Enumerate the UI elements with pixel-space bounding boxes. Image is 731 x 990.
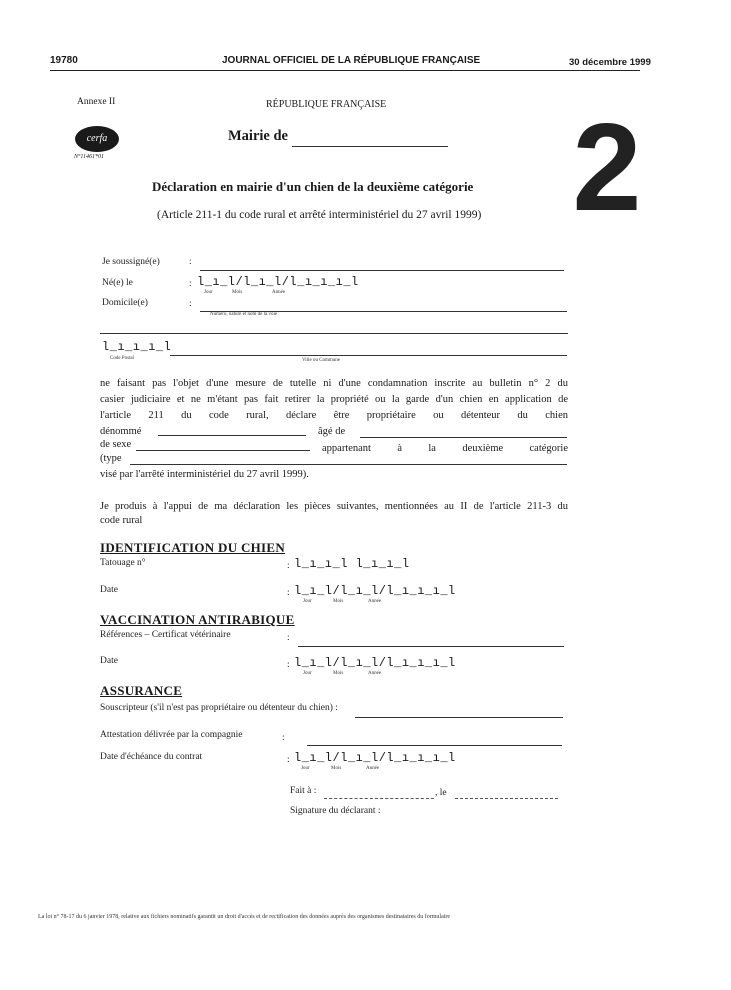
colon: : — [189, 279, 192, 289]
annee-hint: Année — [368, 599, 382, 604]
footer-note: La loi n° 78-17 du 6 janvier 1978, relative aux fichiers nominatifs garantit un droit d'accès et de rectification des données auprès des organismes destinataires du formulaire — [38, 914, 451, 920]
colon: : — [287, 561, 290, 571]
vise-text: visé par l'arrêté interministériel du 27 avril 1999). — [100, 469, 309, 480]
denomme-field[interactable] — [158, 435, 306, 436]
colon: : — [282, 733, 285, 743]
souscripteur-label: Souscripteur (s'il n'est pas propriétaire ou détenteur du chien) : — [100, 703, 338, 713]
tatouage-label: Tatouage n° — [100, 558, 146, 568]
postal-hint: Code Postal — [110, 356, 135, 361]
adresse-hint: Numéro, nature et nom de la voie — [210, 312, 278, 317]
vacc-date-label: Date — [100, 656, 118, 666]
category-number: 2 — [572, 99, 642, 237]
colon: : — [189, 299, 192, 309]
journal-title: JOURNAL OFFICIEL DE LA RÉPUBLIQUE FRANÇAISE — [222, 55, 481, 66]
fait-a-field[interactable] — [324, 798, 434, 799]
fait-a-label: Fait à : — [290, 786, 317, 796]
le-field[interactable] — [455, 798, 558, 799]
jour-hint: Jour — [204, 290, 213, 295]
references-field[interactable] — [298, 646, 564, 647]
cerfa-logo-text: cerfa — [86, 133, 108, 144]
id-date-field[interactable]: l_ı_l/l_ı_l/l_ı_ı_ı_l — [294, 584, 456, 598]
appartenant-text: appartenant à la deuxième catégorie — [322, 443, 568, 454]
colon: : — [287, 633, 290, 643]
type-field[interactable] — [130, 464, 567, 465]
echeance-label: Date d'échéance du contrat — [100, 752, 203, 762]
domicile-field-2[interactable] — [100, 333, 568, 334]
jour-hint: Jour — [303, 599, 312, 604]
sexe-field[interactable] — [136, 450, 310, 451]
domicile-label: Domicile(e) — [102, 298, 148, 308]
colon: : — [287, 755, 290, 765]
form-subtitle: (Article 211-1 du code rural et arrêté interministériel du 27 avril 1999) — [157, 209, 482, 221]
soussigne-label: Je soussigné(e) — [102, 257, 160, 267]
annex-label: Annexe II — [77, 97, 116, 107]
echeance-date-field[interactable]: l_ı_l/l_ı_l/l_ı_ı_ı_l — [294, 751, 456, 765]
city-field[interactable] — [170, 355, 567, 356]
jour-hint: Jour — [303, 671, 312, 676]
statement-line-2: casier judiciaire et ne m'étant pas fait retirer la propriété ou la garde d'un chien en application de — [100, 394, 568, 405]
identification-heading: IDENTIFICATION DU CHIEN — [100, 540, 286, 555]
annee-hint: Année — [366, 766, 380, 771]
mois-hint: Mois — [232, 290, 243, 295]
annee-hint: Année — [272, 290, 286, 295]
references-label: Références – Certificat vétérinaire — [100, 630, 231, 640]
jour-hint: Jour — [301, 766, 310, 771]
annee-hint: Année — [368, 671, 382, 676]
produis-line-1: Je produis à l'appui de ma déclaration les pièces suivantes, mentionnées au II de l'article 211-3 du — [100, 501, 568, 512]
vacc-date-field[interactable]: l_ı_l/l_ı_l/l_ı_ı_ı_l — [294, 656, 456, 670]
colon: : — [189, 257, 192, 267]
birth-date-field[interactable]: l_ı_l/l_ı_l/l_ı_ı_ı_l — [197, 275, 359, 289]
statement-line-3: l'article 211 du code rural, déclare être propriétaire ou détenteur du chien — [100, 410, 568, 421]
city-hint: Ville ou Commune — [302, 358, 341, 363]
tatouage-field[interactable]: l_ı_ı_l l_ı_ı_l — [294, 557, 410, 571]
mois-hint: Mois — [333, 599, 344, 604]
postal-code-field[interactable]: l_ı_ı_ı_l — [102, 340, 172, 354]
attestation-field[interactable] — [307, 745, 562, 746]
age-de-label: âgé de — [318, 426, 346, 437]
assurance-heading: ASSURANCE — [100, 683, 183, 698]
mairie-field[interactable] — [292, 146, 448, 147]
age-field[interactable] — [360, 437, 567, 438]
denomme-label: dénommé — [100, 426, 142, 437]
republic-label: RÉPUBLIQUE FRANÇAISE — [266, 99, 387, 110]
souscripteur-field[interactable] — [355, 717, 563, 718]
mairie-label: Mairie de — [228, 128, 288, 144]
statement-line-1: ne faisant pas l'objet d'une mesure de tutelle ni d'une condamnation inscrite au bulletin n° 2 du — [100, 378, 568, 389]
cerfa-logo — [75, 126, 119, 152]
journal-date: 30 décembre 1999 — [569, 57, 651, 68]
cerfa-number: N°11461*01 — [74, 154, 104, 160]
header-rule — [50, 70, 640, 71]
vaccination-heading: VACCINATION ANTIRABIQUE — [100, 612, 295, 627]
signature-label: Signature du déclarant : — [290, 806, 381, 816]
colon: : — [287, 588, 290, 598]
category-number-badge — [571, 99, 643, 237]
form-title: Déclaration en mairie d'un chien de la deuxième catégorie — [152, 179, 474, 194]
colon: : — [287, 660, 290, 670]
attestation-label: Attestation délivrée par la compagnie — [100, 730, 243, 740]
page-number: 19780 — [50, 55, 78, 66]
soussigne-field[interactable] — [200, 270, 564, 271]
produis-line-2: code rural — [100, 515, 143, 526]
mois-hint: Mois — [331, 766, 342, 771]
type-label: (type — [100, 453, 122, 464]
le-label: , le — [435, 788, 447, 798]
mois-hint: Mois — [333, 671, 344, 676]
ne-le-label: Né(e) le — [102, 278, 133, 288]
id-date-label: Date — [100, 585, 118, 595]
de-sexe-label: de sexe — [100, 439, 132, 450]
